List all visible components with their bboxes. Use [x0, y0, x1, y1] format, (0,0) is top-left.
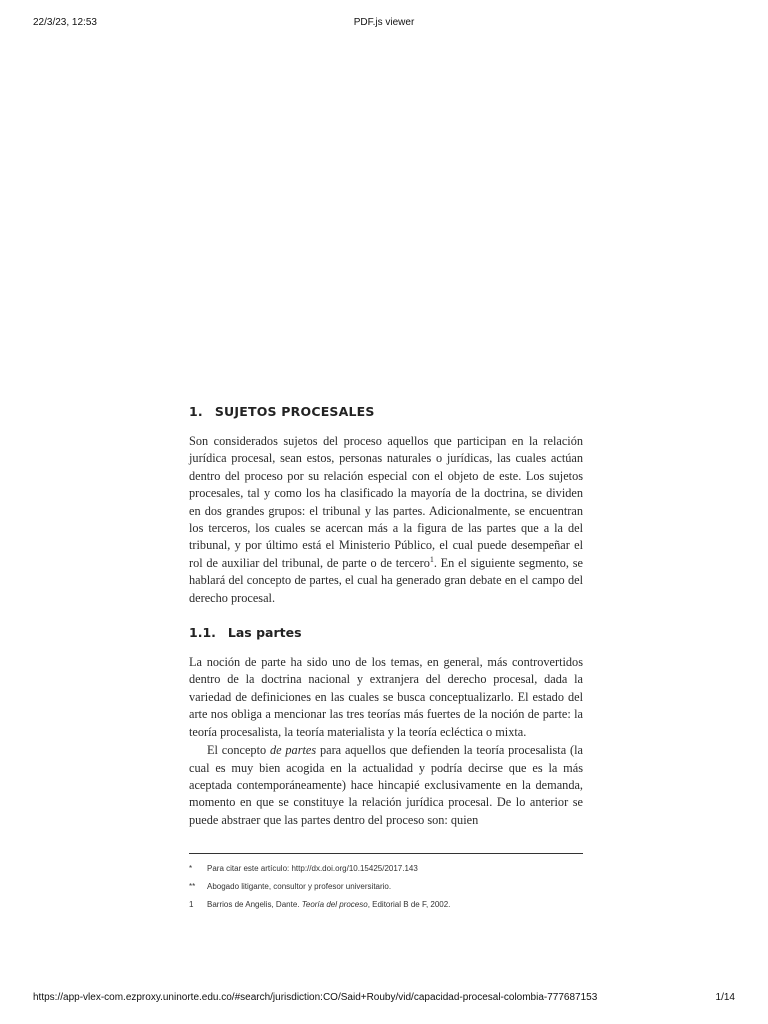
- subsection-heading: [189, 625, 583, 640]
- footnote-book-title: Teoría del proceso: [301, 899, 368, 909]
- print-footer: [0, 992, 768, 1008]
- footnote-mark: 1: [189, 899, 194, 909]
- section-title: SUJETOS PROCESALES: [214, 404, 375, 419]
- footnote: [189, 877, 583, 895]
- section-heading: [189, 404, 583, 419]
- footnote: [189, 895, 583, 913]
- section-paragraph-text-end: . En el siguiente segmento, se hablará del concepto de partes, el cual ha generado gran debate en el campo del derecho procesal.: [189, 555, 583, 605]
- subsection-title: Las partes: [227, 625, 302, 641]
- footnote-text: Para citar este artículo: http://dx.doi.org/10.15425/2017.143: [207, 863, 418, 873]
- print-title: PDF.js viewer: [353, 17, 415, 28]
- footnote-mark: *: [189, 863, 193, 873]
- footnote-text: [207, 900, 450, 909]
- footnote: [189, 859, 583, 877]
- document-body: [189, 404, 583, 829]
- footnote-text-start: Barrios de Angelis, Dante.: [207, 899, 302, 909]
- paragraph-2-italic: de partes: [269, 743, 317, 758]
- print-url: https://app-vlex-com.ezproxy.uninorte.edu.co/#search/jurisdiction:CO/Said+Rouby/vid/capacidad-procesal-colombia-777687153: [33, 992, 598, 1003]
- subsection-paragraph-2: [189, 742, 583, 829]
- footnote-mark: **: [189, 881, 196, 891]
- page-number: 1/14: [715, 992, 735, 1003]
- section-number: 1.: [189, 404, 203, 419]
- subsection-number: 1.1.: [189, 625, 216, 641]
- footnote-text-end: , Editorial B de F, 2002.: [367, 899, 451, 909]
- paragraph-2-start: El concepto: [207, 743, 270, 758]
- section-paragraph: [189, 433, 583, 607]
- footnote-text: Abogado litigante, consultor y profesor universitario.: [207, 881, 392, 891]
- print-header: [0, 17, 768, 33]
- section-paragraph-text: Son considerados sujetos del proceso aquellos que participan en la relación jurídica procesal, sean estos, personas naturales o jurídicas, las cuales actúan dentro del proceso por su relación especial con el objeto de este. Los sujetos procesales, tal y como los ha clasificado la mayoría de la doctrina, se dividen en dos grandes grupos: el tribunal y las partes. Adicionalmente, se encuentran los terceros, los cuales se acercan más a la figura de las partes que a la del tribunal, y por último está el Ministerio Público, el cual puede desempeñar el rol de auxiliar del tribunal, de parte o de tercero: [189, 434, 583, 570]
- footnotes: [189, 859, 583, 913]
- paragraph-2-end: para aquellos que defienden la teoría procesalista (la cual es muy bien acogida en la actualidad y podría decirse que es la más aceptada contemporáneamente) hace hincapié exclusivamente en la demanda, momento en que se constituye la relación jurídica procesal. De lo anterior se puede abstraer que las partes dentro del proceso son: quien: [189, 743, 583, 827]
- footnote-divider: [189, 853, 583, 854]
- subsection-paragraph-1: La noción de parte ha sido uno de los temas, en general, más controvertidos dentro de la doctrina nacional y extranjera del derecho procesal, dada la variedad de definiciones en las cuales se busca conceptualizarlo. El estado del arte nos obliga a mencionar las tres teorías más fuertes de la noción de parte: la teoría procesalista, la teoría materialista y la teoría ecléctica o mixta.: [189, 655, 583, 739]
- footnote-ref-1[interactable]: 1: [429, 554, 434, 564]
- print-date: 22/3/23, 12:53: [33, 17, 97, 28]
